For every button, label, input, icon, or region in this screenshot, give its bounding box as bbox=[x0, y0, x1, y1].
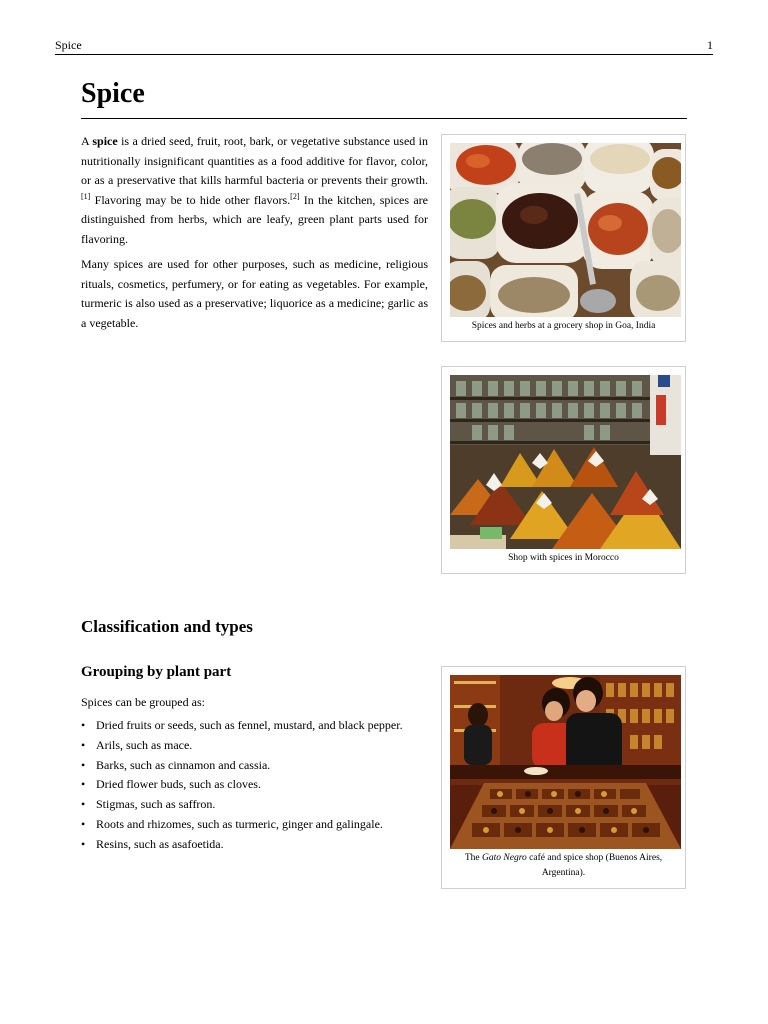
running-header-title: Spice bbox=[55, 38, 82, 52]
list-item-text: Arils, such as mace. bbox=[96, 737, 193, 752]
figure-caption-morocco: Shop with spices in Morocco bbox=[508, 553, 619, 563]
subsection-heading: Grouping by plant part bbox=[81, 664, 232, 680]
list-item-text: Stigmas, such as saffron. bbox=[96, 797, 216, 812]
goa-spice-sacks-image bbox=[450, 143, 681, 317]
list-item-text: Dried flower buds, such as cloves. bbox=[96, 777, 261, 792]
citation-link-2[interactable]: [2] bbox=[290, 191, 300, 201]
figure-goa-spices bbox=[441, 134, 686, 342]
list-item bbox=[81, 716, 403, 736]
list-item-text: Dried fruits or seeds, such as fennel, mustard, and black pepper. bbox=[96, 718, 403, 732]
page-title: Spice bbox=[81, 78, 145, 109]
intro-text-start: A bbox=[81, 134, 93, 148]
intro-text-kitchen: In the kitchen, spices are distinguished from herbs, which are leafy, green plant parts used for flavoring. bbox=[81, 192, 429, 246]
list-item bbox=[81, 736, 403, 756]
list-item bbox=[81, 815, 403, 835]
list-item bbox=[81, 795, 403, 815]
list-item bbox=[81, 756, 403, 776]
caption-text-pre: The bbox=[464, 853, 483, 863]
list-item-text: Barks, such as cinnamon and cassia. bbox=[96, 757, 271, 772]
intro-paragraph bbox=[81, 132, 428, 249]
figure-gato-negro bbox=[441, 666, 686, 889]
bullet-glyph: • bbox=[81, 757, 86, 772]
title-divider bbox=[81, 118, 687, 119]
gato-negro-shop-image bbox=[450, 675, 681, 849]
bullet-glyph: • bbox=[81, 737, 86, 752]
caption-text-post: café and spice shop (Buenos Aires, Argentina). bbox=[526, 853, 663, 878]
figure-caption-goa: Spices and herbs at a grocery shop in Goa, India bbox=[471, 321, 656, 331]
running-header bbox=[55, 38, 713, 55]
list-item bbox=[81, 835, 403, 855]
term-spice: spice bbox=[92, 134, 118, 148]
citation-link-1[interactable]: [1] bbox=[81, 191, 91, 201]
bullet-glyph: • bbox=[81, 718, 86, 732]
intro-text-flavoring: Flavoring may be to hide other flavors. bbox=[90, 192, 291, 207]
uses-paragraph: Many spices are used for other purposes, such as medicine, religious rituals, cosmetics, perfumery, or for eating as vegetables. For example, turmeric is also used as a preservative; liquorice as a medicine; garlic as a vegetable. bbox=[81, 257, 428, 330]
caption-italic-name: Gato Negro bbox=[482, 853, 527, 863]
list-item-text: Resins, such as asafoetida. bbox=[96, 836, 224, 851]
bullet-glyph: • bbox=[81, 816, 86, 831]
figure-caption-gato-negro bbox=[446, 851, 681, 881]
grouping-list bbox=[81, 716, 403, 855]
section-heading: Classification and types bbox=[81, 617, 253, 636]
page-number: 1 bbox=[707, 38, 713, 52]
intro-text-definition: is a dried seed, fruit, root, bark, or vegetative substance used in nutritionally insignificant quantities as a food additive for flavor, color, or as a preservative that kills harmful bacteria or prevents their growth. bbox=[81, 134, 428, 187]
grouping-intro: Spices can be grouped as: bbox=[81, 695, 205, 709]
bullet-glyph: • bbox=[81, 836, 86, 851]
figure-morocco-spices bbox=[441, 366, 686, 574]
bullet-glyph: • bbox=[81, 797, 86, 812]
bullet-glyph: • bbox=[81, 777, 86, 792]
morocco-spice-pyramids-image bbox=[450, 375, 681, 549]
list-item-text: Roots and rhizomes, such as turmeric, ginger and galingale. bbox=[96, 816, 383, 831]
list-item bbox=[81, 775, 403, 795]
